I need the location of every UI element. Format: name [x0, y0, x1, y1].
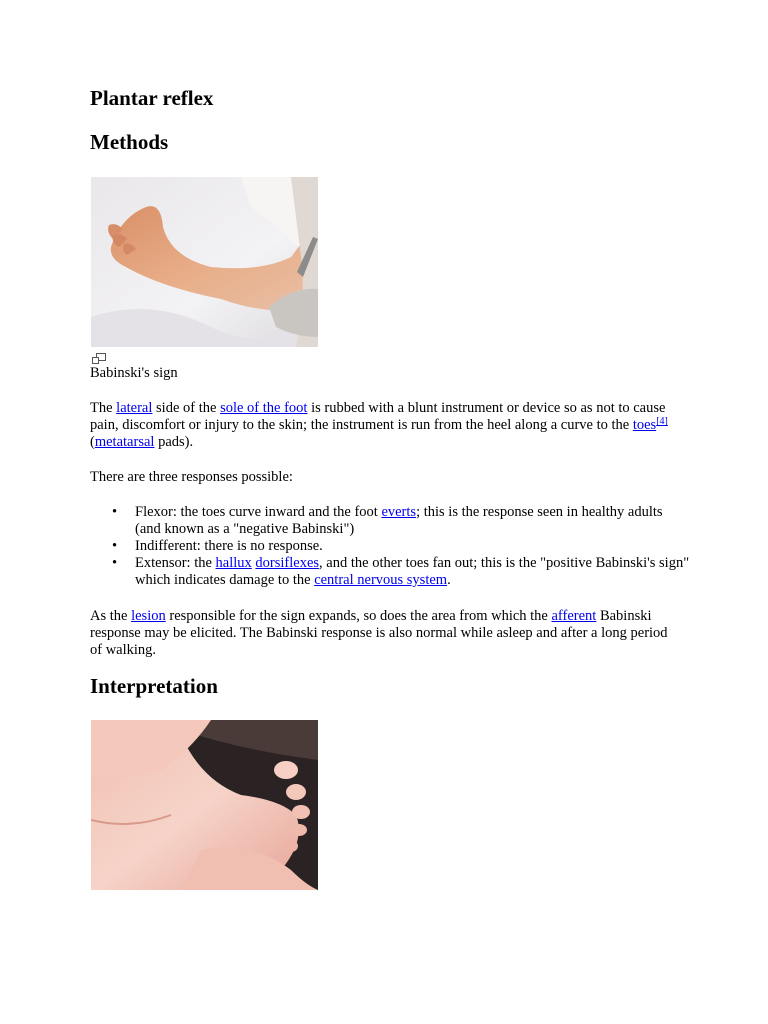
- infant-feet-photo[interactable]: [91, 720, 318, 890]
- section-heading-interpretation: Interpretation: [90, 674, 218, 698]
- link-dorsiflexes[interactable]: dorsiflexes: [255, 555, 320, 571]
- link-lesion[interactable]: lesion: [131, 608, 166, 624]
- paragraph-method: The lateral side of the sole of the foot is rubbed with a blunt instrument or device so as not to cause pain, discomfort or injury to the skin; the instrument is run from the heel along a curve to the toes[4] (metatarsal pads).: [90, 400, 668, 450]
- image-caption: Babinski's sign: [90, 365, 178, 381]
- babinski-sign-photo[interactable]: [91, 177, 318, 347]
- responses-list: [90, 504, 690, 589]
- enlarge-icon[interactable]: [92, 352, 106, 363]
- link-toes[interactable]: toes: [632, 417, 657, 433]
- list-item: • Flexor: the toes curve inward and the foot everts; this is the response seen in healthy adults (and known as a "negative Babinski"): [112, 504, 663, 537]
- paragraph-responses-intro: There are three responses possible:: [90, 469, 293, 485]
- link-lateral[interactable]: lateral: [116, 400, 153, 416]
- link-afferent[interactable]: afferent: [551, 608, 597, 624]
- bullet: •: [112, 504, 118, 520]
- link-central-nervous-system[interactable]: central nervous system: [314, 572, 448, 588]
- link-sole-of-the-foot[interactable]: sole of the foot: [220, 400, 308, 416]
- reference-4[interactable]: [4]: [656, 416, 668, 427]
- bullet: •: [112, 538, 118, 554]
- list-item: • Extensor: the hallux dorsiflexes, and the other toes fan out; this is the "positive Babinski's sign" which indicates damage to the central nervous system.: [112, 555, 690, 588]
- paragraph-lesion: As the lesion responsible for the sign expands, so does the area from which the afferent Babinski response may be elicited. The Babinski response is also normal while asleep and after a long period of walking.: [90, 608, 668, 658]
- page-title: Plantar reflex: [90, 86, 214, 110]
- link-metatarsal[interactable]: metatarsal: [94, 434, 155, 450]
- link-everts[interactable]: everts: [381, 504, 417, 520]
- bullet: •: [112, 555, 118, 571]
- link-hallux[interactable]: hallux: [215, 555, 252, 571]
- list-item: • Indifferent: there is no response.: [112, 538, 323, 554]
- section-heading-methods: Methods: [90, 130, 169, 154]
